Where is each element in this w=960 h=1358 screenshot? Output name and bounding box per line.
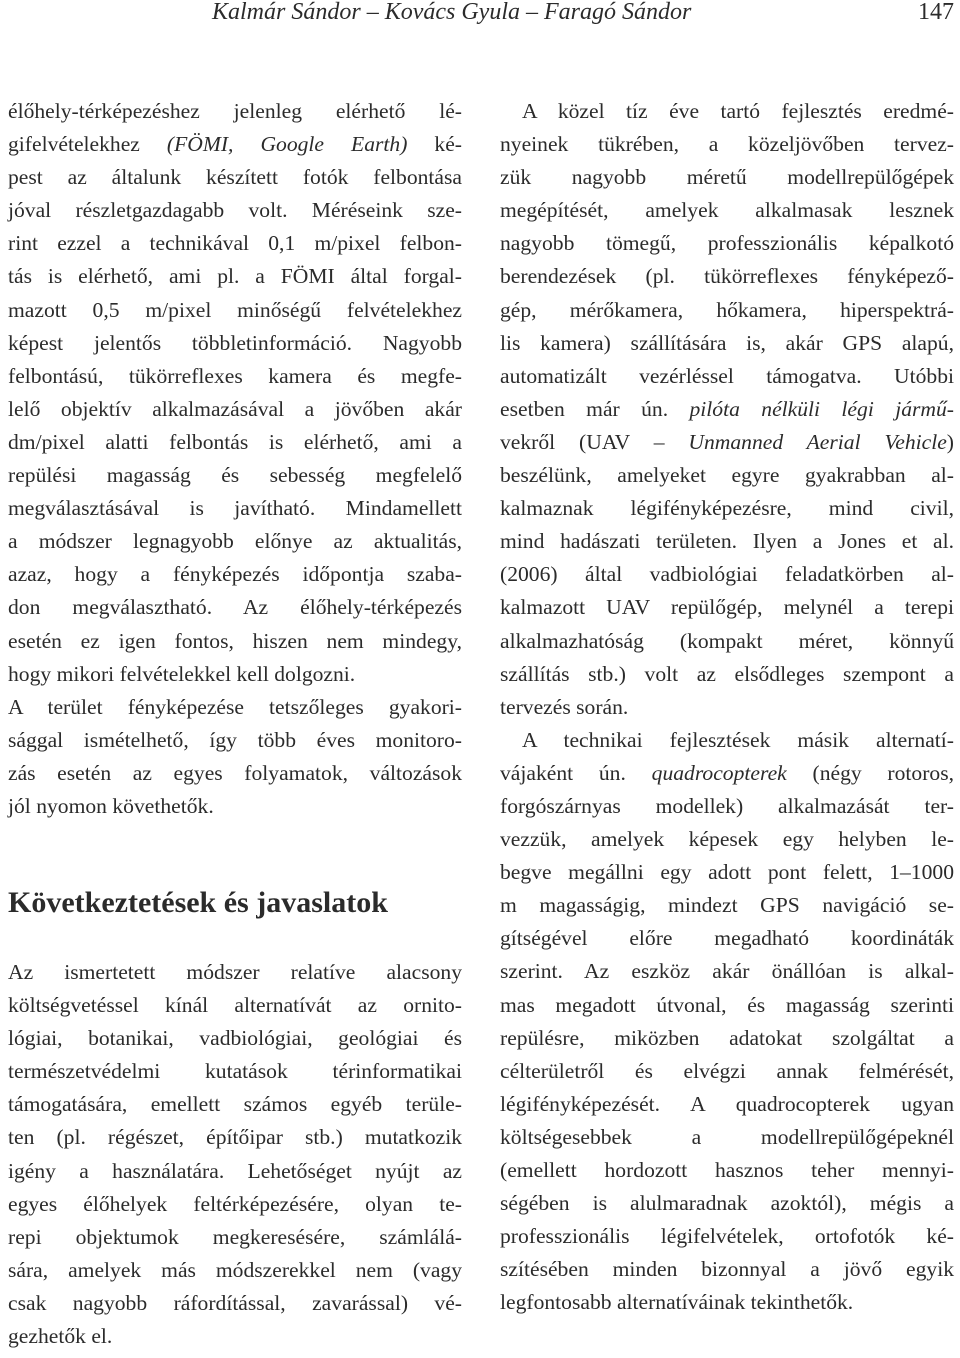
text-line: megválasztásával is javítható. Mindamellett [8, 496, 462, 521]
text-line: vekről (UAV – Unmanned Aerial Vehicle) [500, 429, 954, 454]
text-line: csak nagyobb ráfordítással, zavarással) vé- [8, 1290, 462, 1315]
text-line: repülési magasság és sebesség megfelelő [8, 463, 462, 488]
text-line: A közel tíz éve tartó fejlesztés eredmé- [522, 99, 954, 123]
text-line: gifelvételekhez (FÖMI, Google Earth) ké- [8, 132, 462, 157]
text-line: gép, mérőkamera, hőkamera, hiperspektrá- [500, 297, 954, 322]
text-line: mind hadászati területen. Ilyen a Jones et al. [500, 529, 954, 554]
text-line: begve megállni egy adott pont felett, 1–1000 [500, 860, 954, 885]
text-line: tervezés során. [500, 694, 629, 719]
text-line: vezzük, amelyek képesek egy helyben le- [500, 827, 954, 852]
section-heading: Következtetések és javaslatok [8, 886, 388, 919]
text-line: automatizált vezérléssel támogatva. Utóbbi [500, 363, 954, 388]
text-line: rint ezzel a technikával 0,1 m/pixel felbon- [8, 231, 462, 256]
text-line: költségesebbek a modellrepülőgépeknél [500, 1124, 954, 1149]
text-line: mazott 0,5 m/pixel minőségű felvételekhez [8, 297, 462, 322]
text-line: ségében is alulmaradnak azoktól), mégis a [500, 1191, 954, 1216]
text-line: zás esetén az egyes folyamatok, változások [8, 760, 462, 785]
text-line: megépítését, amelyek alkalmasak lesznek [500, 198, 954, 223]
text-line: alkalmazhatóság (kompakt méret, könnyű [500, 628, 954, 653]
left-column-text [8, 95, 462, 823]
text-line: kalmaznak légifényképezésre, mind civil, [500, 496, 954, 521]
text-line: tás is elérhető, ami pl. a FÖMI által forgal- [8, 264, 462, 289]
text-line: zük nagyobb méretű modellrepülőgépek [500, 165, 954, 190]
text-line: egyes élőhelyek feltérképezésére, olyan te- [8, 1191, 462, 1216]
text-line: nyeinek tükrében, a közeljövőben tervez- [500, 132, 954, 157]
text-line: don megválasztható. Az élőhely-térképezés [8, 595, 462, 620]
text-line: sára, amelyek más módszerekkel nem (vagy [8, 1257, 462, 1282]
text-line: legfontosabb alternatíváinak tekinthetők. [500, 1290, 854, 1315]
text-line: sággal ismételhető, így több éves monitoro- [8, 727, 462, 752]
text-line: esetben már ún. pilóta nélküli légi jármű- [500, 396, 954, 421]
text-line: igény a használatára. Lehetőséget nyújt az [8, 1158, 462, 1183]
text-line: azaz, hogy a fényképezés időpontja szaba- [8, 562, 462, 587]
text-line: a módszer legnagyobb előnye az aktualitás, [8, 529, 462, 554]
text-line: A terület fényképezése tetszőleges gyakori- [8, 694, 462, 719]
text-line: esetén ez igen fontos, hiszen nem mindegy, [8, 628, 462, 653]
text-line: beszélünk, amelyeket egyre gyakrabban al- [500, 463, 954, 488]
text-line: célterületről és elvégzi annak felmérését, [500, 1058, 954, 1083]
text-line: pest az általunk készített fotók felbontása [8, 165, 462, 190]
text-line: természetvédelmi kutatások térinformatikai [8, 1059, 462, 1084]
text-line: felbontású, tükörreflexes kamera és megfe- [8, 363, 462, 388]
text-line: A technikai fejlesztések másik alternatí- [522, 727, 954, 752]
text-line: jól nyomon követhetők. [8, 793, 214, 818]
right-column-text [500, 95, 954, 1319]
text-line: jóval részletgazdagabb volt. Méréseink sze- [8, 198, 462, 223]
text-line: (2006) által vadbiológiai feladatkörben al- [500, 562, 954, 587]
text-line: Az ismertetett módszer relatíve alacsony [8, 960, 462, 984]
text-line: légifényképezését. A quadrocopterek ugyan [500, 1091, 954, 1116]
text-line: m magasságig, mindezt GPS navigáció se- [500, 893, 954, 918]
text-line: költségvetéssel kínál alternatívát az ornito- [8, 993, 462, 1018]
text-line: (emellett hordozott hasznos teher mennyi- [500, 1158, 954, 1182]
text-line: kalmazott UAV repülőgép, melynél a terepi [500, 595, 954, 620]
text-line: nagyobb tömegű, professzionális képalkotó [500, 231, 954, 256]
text-line: lógiai, botanikai, vadbiológiai, geológiai és [8, 1026, 462, 1051]
page-number: 147 [918, 0, 954, 25]
text-line: lis kamera) szállítására is, akár GPS alapú, [500, 330, 954, 355]
text-line: repülésre, miközben adatokat szolgáltat a [500, 1025, 954, 1050]
text-line: vájaként ún. quadrocopterek (négy rotoros, [500, 760, 954, 785]
text-line: repi objektumok megkeresésére, számlálá- [8, 1224, 462, 1249]
running-head-authors: Kalmár Sándor – Kovács Gyula – Faragó Sándor [212, 0, 692, 25]
text-line: élőhely-térképezéshez jelenleg elérhető lé- [8, 99, 462, 123]
text-line: gezhetők el. [8, 1324, 113, 1349]
text-line: forgószárnyas modellek) alkalmazását ter- [500, 793, 954, 818]
text-line: szállítás stb.) volt az elsődleges szempont a [500, 661, 954, 686]
text-line: lelő objektív alkalmazásával a jövőben akár [8, 396, 462, 421]
text-line: dm/pixel alatti felbontás is elérhető, ami a [8, 429, 462, 454]
text-line: támogatására, emellett számos egyéb terüle- [8, 1092, 462, 1117]
text-line: hogy mikori felvételekkel kell dolgozni. [8, 661, 356, 686]
text-line: professzionális légifelvételek, ortofotók ké- [500, 1224, 954, 1249]
text-line: szerint. Az eszköz akár önállóan is alkal- [500, 959, 954, 984]
text-line: szítésében minden bizonnyal a jövő egyik [500, 1257, 954, 1282]
text-line: képest jelentős többletinformáció. Nagyobb [8, 330, 462, 355]
text-line: mas megadott útvonal, és magasság szerinti [500, 992, 954, 1017]
text-line: ten (pl. régészet, építőipar stb.) mutatkozik [8, 1125, 462, 1150]
text-line: gítségével előre megadható koordináták [500, 926, 954, 951]
running-head [0, 0, 960, 40]
text-line: berendezések (pl. tükörreflexes fényképező- [500, 264, 954, 289]
section-body-text [8, 956, 462, 1353]
